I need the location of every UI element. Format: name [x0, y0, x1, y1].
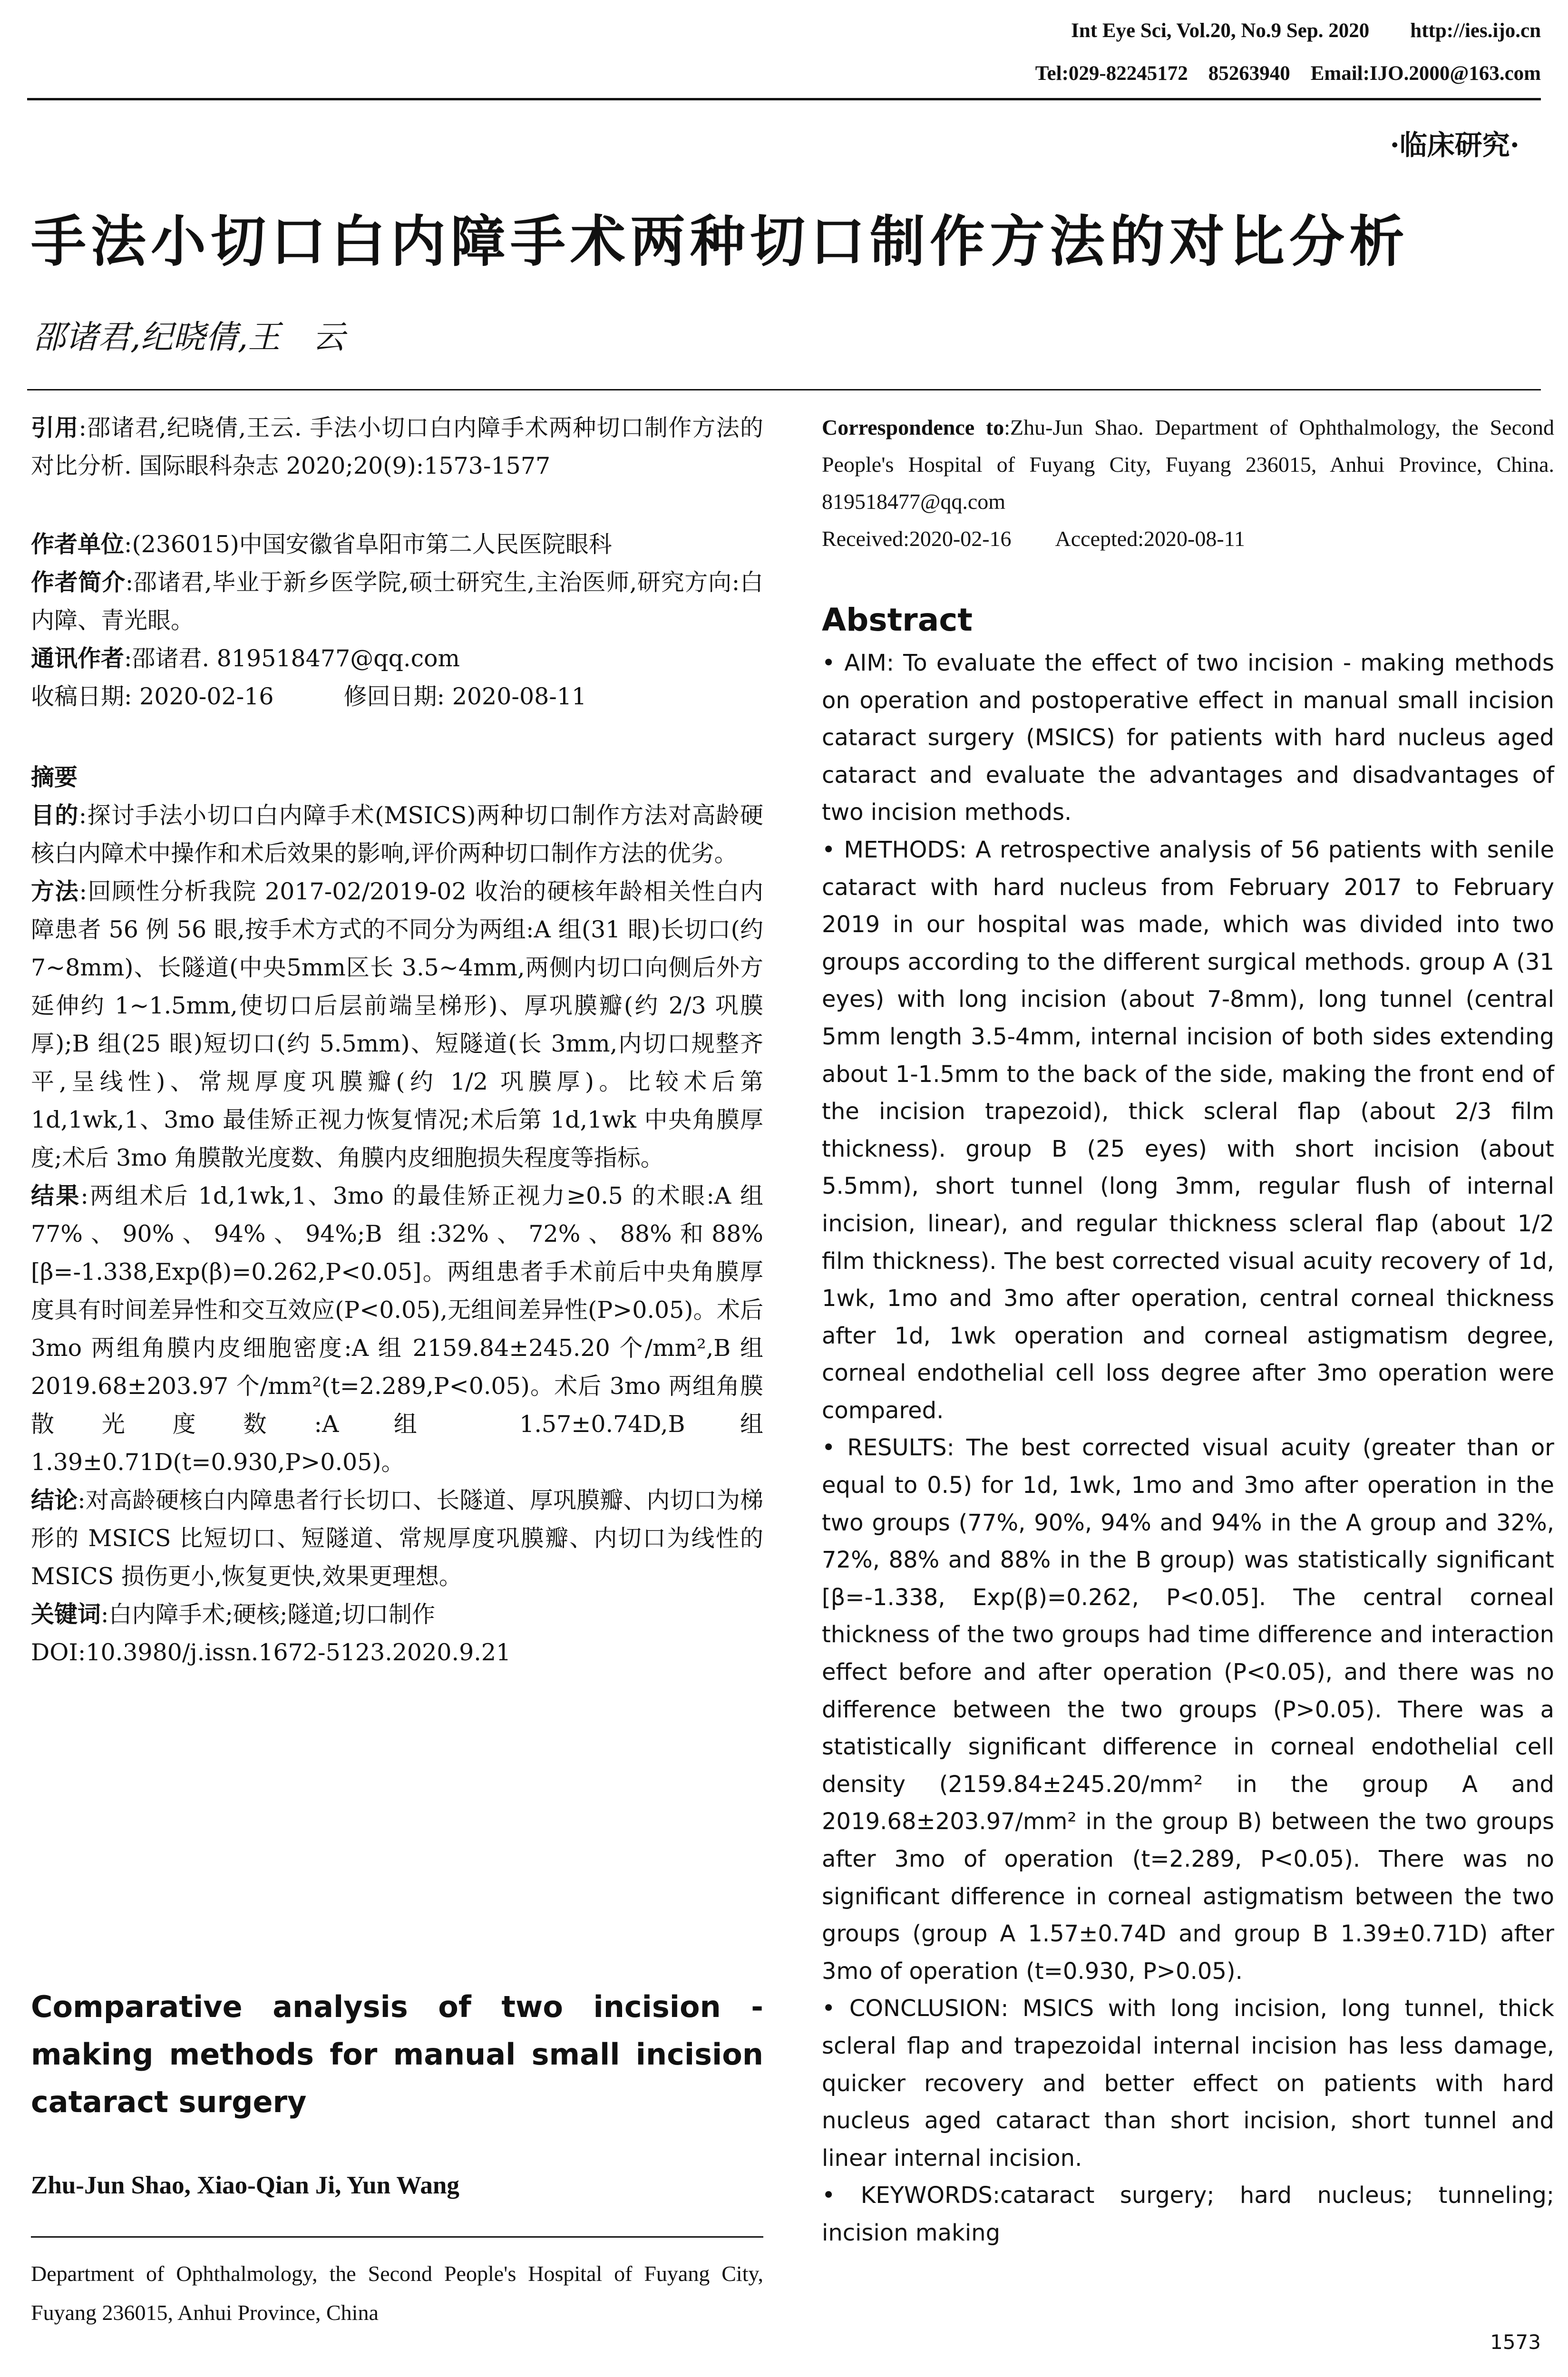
correspondence-label: Correspondence to	[822, 415, 1004, 439]
unit-label: 作者单位	[31, 531, 125, 558]
abstract-en-heading: Abstract	[822, 602, 973, 638]
citation	[31, 409, 763, 485]
revised-label-cn: 修回日期:	[343, 683, 445, 710]
author-info	[31, 526, 763, 716]
results-text-cn: :两组术后 1d,1wk,1、3mo 的最佳矫正视力≥0.5 的术眼:A 组 77%、90%、94%、94%;B 组:32%、72%、88%和88%[β=-1.338,Exp(β)=0.262,P<0.05]。两组患者手术前后中央角膜厚度具有时间差异性和交互效应(P<0.05),无组间差异性(P>0.05)。术后 3mo 两组角膜内皮细胞密度:A 组 2159.84±245.20 个/mm²,B 组2019.68±203.97 个/mm²(t=2.289,P<0.05)。术后 3mo 两组角膜散光度数:A 组 1.57±0.74D,B 组 1.39±0.71D(t=0.930,P>0.05)。	[31, 1182, 763, 1476]
revised-date-cn: 2020-08-11	[452, 683, 587, 710]
correspondence-text: :Zhu-Jun Shao. Department of Ophthalmology, the Second People's Hospital of Fuyang City, Fuyang 236015, Anhui Province, China. 819518477@qq.com	[822, 415, 1554, 514]
abstract-cn	[31, 759, 763, 1672]
corr-author-text: :邵诸君. 819518477@qq.com	[124, 645, 460, 672]
conclusion-label-en: • CONCLUSION	[822, 1995, 1001, 2022]
aim-label-cn: 目的	[31, 802, 79, 829]
keywords-text-en: :cataract surgery; hard nucleus; tunneling; incision making	[822, 2182, 1555, 2246]
title-rule	[27, 389, 1541, 390]
abstract-cn-heading: 摘要	[31, 764, 78, 791]
correspondence	[822, 409, 1554, 557]
journal-header-line1: Int Eye Sci, Vol.20, No.9 Sep. 2020 http://ies.ijo.cn	[1071, 19, 1541, 42]
accepted-en: Accepted:2020-08-11	[1055, 526, 1245, 551]
results-label-en: • RESULTS	[822, 1434, 947, 1461]
aim-text-cn: :探讨手法小切口白内障手术(MSICS)两种切口制作方法对高龄硬核白内障术中操作和术后效果的影响,评价两种切口制作方法的优劣。	[31, 802, 763, 867]
header-rule	[27, 98, 1541, 100]
methods-text-cn: :回顾性分析我院 2017-02/2019-02 收治的硬核年龄相关性白内障患者 56 例 56 眼,按手术方式的不同分为两组:A 组(31 眼)长切口(约7~8mm)、长隧道(中央5mm区长 3.5~4mm,两侧内切口向侧后外方延伸约 1~1.5mm,使切口后层前端呈梯形)、厚巩膜瓣(约 2/3 巩膜厚);B 组(25 眼)短切口(约 5.5mm)、短隧道(长 3mm,内切口规整齐平,呈线性)、常规厚度巩膜瓣(约 1/2 巩膜厚)。比较术后第 1d,1wk,1、3mo 最佳矫正视力恢复情况;术后第 1d,1wk 中央角膜厚度;术后 3mo 角膜散光度数、角膜内皮细胞损失程度等指标。	[31, 878, 763, 1171]
results-label-cn: 结果	[31, 1182, 81, 1209]
keywords-label-en: • KEYWORDS	[822, 2182, 993, 2209]
corr-author-label: 通讯作者	[31, 645, 125, 672]
methods-label-cn: 方法	[31, 878, 79, 905]
section-label: ·临床研究·	[1390, 129, 1519, 161]
bio-text: :邵诸君,毕业于新乡医学院,硕士研究生,主治医师,研究方向:白内障、青光眼。	[31, 569, 763, 634]
methods-text-en: : A retrospective analysis of 56 patients with senile cataract with hard nucleus from February 2017 to February 2019 in our hospital was made, which was divided into two groups according to the different surgical methods. group A (31 eyes) with long incision (about 7-8mm), long tunnel (central 5mm length 3.5-4mm, internal incision of both sides extending about 1-1.5mm to the back of the side, making the front end of the incision trapezoid), thick scleral flap (about 2/3 film thickness). group B (25 eyes) with short incision (about 5.5mm), short tunnel (long 3mm, regular flush of internal incision, linear), and regular thickness scleral flap (about 1/2 film thickness). The best corrected visual acuity recovery of 1d, 1wk, 1mo and 3mo after operation, central corneal thickness after 1d, 1wk operation and corneal astigmatism degree, corneal endothelial cell loss degree after 3mo operation were compared.	[822, 836, 1555, 1424]
article-title-cn: 手法小切口白内障手术两种切口制作方法的对比分析	[31, 210, 1409, 274]
conclusion-label-cn: 结论	[31, 1487, 78, 1514]
received-date-cn: 2020-02-16	[139, 683, 274, 710]
conclusion-text-cn: :对高龄硬核白内障患者行长切口、长隧道、厚巩膜瓣、内切口为梯形的 MSICS 比短切口、短隧道、常规厚度巩膜瓣、内切口为线性的 MSICS 损伤更小,恢复更快,效果更理想。	[31, 1487, 763, 1590]
bio-label: 作者简介	[31, 569, 126, 596]
article-title-en: Comparative analysis of two incision - making methods for manual small incision cataract surgery	[31, 1989, 763, 2119]
affiliation-rule	[31, 2236, 763, 2238]
aim-text-en: : To evaluate the effect of two incision - making methods on operation and postoperative effect in manual small incision cataract surgery (MSICS) for patients with hard nucleus aged cataract and evaluate the advantages and disadvantages of two incision methods.	[822, 650, 1554, 826]
page-number: 1573	[1490, 2330, 1541, 2354]
aim-label-en: • AIM	[822, 650, 886, 676]
journal-header-line2: Tel:029-82245172 85263940 Email:IJO.2000@163.com	[1035, 62, 1541, 85]
keywords-text-cn: :白内障手术;硬核;隧道;切口制作	[101, 1601, 436, 1628]
doi: DOI:10.3980/j.issn.1672-5123.2020.9.21	[31, 1639, 511, 1666]
results-text-en: : The best corrected visual acuity (greater than or equal to 0.5) for 1d, 1wk, 1mo and 3mo after operation in the two groups (77%, 90%, 94% and 94% in the A group and 32%, 72%, 88% and 88% in the B group) was statistically significant [β=-1.338, Exp(β)=0.262, P<0.05]. The central corneal thickness of the two groups had time difference and interaction effect before and after operation (P<0.05), and there was no difference between the two groups (P>0.05). There was a statistically significant difference in corneal endothelial cell density (2159.84±245.20/mm² in the group A and 2019.68±203.97/mm² in the group B) between the two groups after 3mo of operation (t=2.289, P<0.05). There was no significant difference in corneal astigmatism between the two groups (group A 1.57±0.74D and group B 1.39±0.71D) after 3mo of operation (t=0.930, P>0.05).	[822, 1434, 1555, 1985]
received-label-cn: 收稿日期:	[31, 683, 132, 710]
received-en: Received:2020-02-16	[822, 526, 1012, 551]
methods-label-en: • METHODS	[822, 836, 959, 863]
unit-text: :(236015)中国安徽省阜阳市第二人民医院眼科	[124, 531, 612, 558]
citation-text: :邵诸君,纪晓倩,王云. 手法小切口白内障手术两种切口制作方法的对比分析. 国际眼科杂志 2020;20(9):1573-1577	[31, 414, 763, 479]
abstract-en	[822, 644, 1554, 2252]
authors-cn: 邵诸君,纪晓倩,王 云	[33, 319, 345, 356]
affiliation-en: Department of Ophthalmology, the Second People's Hospital of Fuyang City, Fuyang 236015, Anhui Province, China	[31, 2261, 763, 2325]
conclusion-text-en: : MSICS with long incision, long tunnel, thick scleral flap and trapezoidal internal incision has less damage, quicker recovery and better effect on patients with hard nucleus aged cataract than short incision, short tunnel and linear internal incision.	[822, 1995, 1554, 2172]
authors-en: Zhu-Jun Shao, Xiao-Qian Ji, Yun Wang	[31, 2172, 459, 2199]
citation-label: 引用	[31, 414, 79, 441]
keywords-label-cn: 关键词	[31, 1601, 101, 1628]
